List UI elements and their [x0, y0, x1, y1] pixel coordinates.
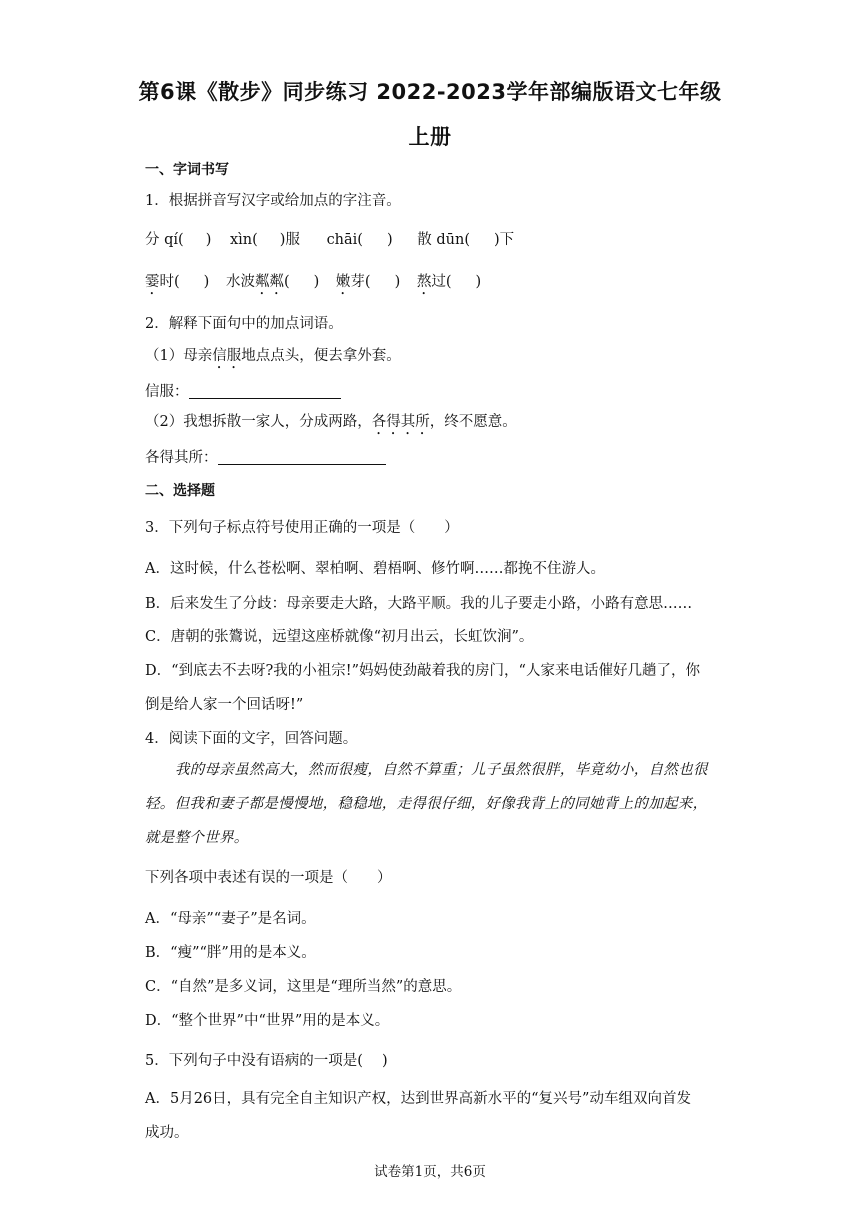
- pinyin-item: 散 dūn( )下: [417, 232, 515, 248]
- question-3-option-c: C．唐朝的张鷟说，远望这座桥就像“初月出云，长虹饮涧”。: [145, 629, 534, 645]
- question-4-option-b: B．“瘦”“胖”用的是本义。: [145, 945, 316, 961]
- question-2-sentence-2: （2）我想拆散一家人，分成两路，各得其所，终不愿意。: [145, 414, 517, 430]
- pinyin-item: 分 qí( ): [145, 232, 212, 248]
- phonetic-item: 霎时( ): [145, 274, 210, 290]
- reading-passage: 我的母亲虽然高大，然而很瘦，自然不算重；儿子虽然很胖，毕竟幼小，自然也很轻。但我和妻子都是慢慢地，稳稳地，走得很仔细，好像我背上的同她背上的加起来，就是整个世界。: [145, 762, 708, 846]
- answer-blank[interactable]: [218, 449, 386, 465]
- question-5-option-a: A．5月26日，具有完全自主知识产权，达到世界高新水平的“复兴号”动车组双向首发: [145, 1091, 691, 1107]
- question-3-option-b: B．后来发生了分歧：母亲要走大路，大路平顺。我的儿子要走小路，小路有意思……: [145, 596, 693, 612]
- phonetic-item: 熬过( ): [416, 274, 482, 290]
- question-3-option-a: A．这时候，什么苍松啊、翠柏啊、碧梧啊、修竹啊……都挽不住游人。: [145, 561, 605, 577]
- answer-blank[interactable]: [189, 383, 341, 399]
- section-heading-1: 一、字词书写: [145, 162, 229, 178]
- section-heading-2: 二、选择题: [145, 483, 215, 499]
- question-2: 2．解释下面句中的加点词语。: [145, 316, 343, 332]
- pinyin-item: xìn( )服: [229, 232, 300, 248]
- question-1-row-2: [145, 270, 481, 298]
- question-1: 1．根据拼音写汉字或给加点的字注音。: [145, 193, 401, 209]
- question-3-option-d-continued: 倒是给人家一个回话呀!”: [145, 697, 304, 713]
- pinyin-item: chāi( ): [326, 232, 393, 248]
- question-2-sentence-1: （1）母亲信服地点点头，便去拿外套。: [145, 348, 401, 364]
- question-4-option-a: A．“母亲”“妻子”是名词。: [145, 911, 316, 927]
- phonetic-item: 嫩芽( ): [335, 274, 401, 290]
- question-4-stem: 下列各项中表述有误的一项是（ ）: [145, 870, 392, 886]
- question-4: 4．阅读下面的文字，回答问题。: [145, 731, 358, 747]
- answer-line-2: 各得其所：: [145, 446, 386, 467]
- phonetic-item: 水波粼粼( ): [225, 274, 320, 290]
- page-footer: 试卷第1页，共6页: [374, 1164, 486, 1180]
- question-3: 3．下列句子标点符号使用正确的一项是（ ）: [145, 520, 459, 536]
- question-1-row-1: [145, 228, 514, 249]
- question-4-option-d: D．“整个世界”中“世界”用的是本义。: [145, 1013, 390, 1029]
- question-5-option-a-continued: 成功。: [145, 1125, 189, 1141]
- question-4-option-c: C．“自然”是多义词，这里是“理所当然”的意思。: [145, 979, 462, 995]
- page-title-continued: 上册: [408, 125, 452, 149]
- question-5: 5．下列句子中没有语病的一项是( ): [145, 1053, 388, 1069]
- question-3-option-d: D．“到底去不去呀?我的小祖宗!”妈妈使劲敲着我的房门，“人家来电话催好几趟了，你: [145, 663, 700, 679]
- answer-line-1: 信服：: [145, 380, 341, 401]
- page-title: 第6课《散步》同步练习 2022-2023学年部编版语文七年级: [138, 80, 722, 104]
